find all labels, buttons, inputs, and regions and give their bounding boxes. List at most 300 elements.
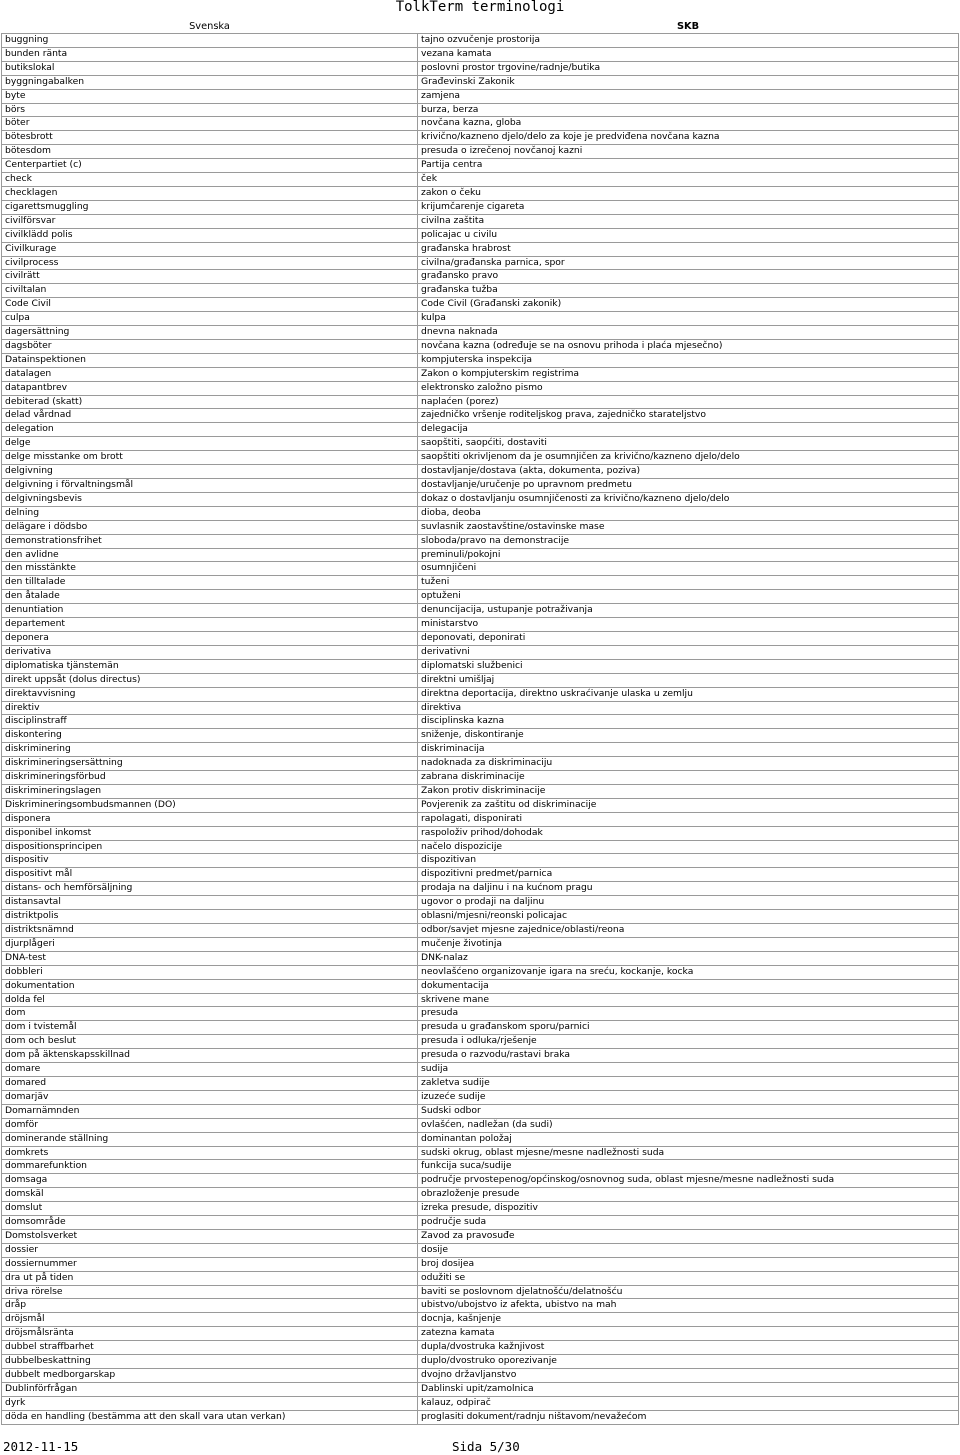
table-row: [2, 1355, 959, 1369]
table-row: [2, 47, 959, 61]
table-row: [2, 1090, 959, 1104]
table-row: [2, 937, 959, 951]
skb-translation: zakletva sudije: [418, 1076, 959, 1090]
swedish-term: delgivningsbevis: [2, 492, 418, 506]
skb-translation: odužiti se: [418, 1271, 959, 1285]
swedish-term: check: [2, 173, 418, 187]
swedish-term: Centerpartiet (c): [2, 159, 418, 173]
table-row: [2, 743, 959, 757]
swedish-term: derivativa: [2, 645, 418, 659]
swedish-term: dom och beslut: [2, 1035, 418, 1049]
skb-translation: obrazloženje presude: [418, 1188, 959, 1202]
swedish-term: bunden ränta: [2, 47, 418, 61]
table-row: [2, 451, 959, 465]
swedish-term: bötesdom: [2, 145, 418, 159]
swedish-term: buggning: [2, 34, 418, 48]
table-row: [2, 492, 959, 506]
skb-translation: rapolagati, disponirati: [418, 812, 959, 826]
swedish-term: Datainspektionen: [2, 353, 418, 367]
swedish-term: dom: [2, 1007, 418, 1021]
swedish-term: döda en handling (bestämma att den skall vara utan verkan): [2, 1410, 418, 1424]
skb-translation: Sudski odbor: [418, 1104, 959, 1118]
swedish-term: dommarefunktion: [2, 1160, 418, 1174]
skb-translation: dvojno državljanstvo: [418, 1369, 959, 1383]
table-row: [2, 75, 959, 89]
swedish-term: dubbelbeskattning: [2, 1355, 418, 1369]
skb-translation: Građevinski Zakonik: [418, 75, 959, 89]
swedish-term: dubbelt medborgarskap: [2, 1369, 418, 1383]
swedish-term: demonstrationsfrihet: [2, 534, 418, 548]
skb-translation: docnja, kašnjenje: [418, 1313, 959, 1327]
table-row: [2, 1369, 959, 1383]
table-row: [2, 353, 959, 367]
table-row: [2, 673, 959, 687]
table-row: [2, 117, 959, 131]
table-row: [2, 701, 959, 715]
table-row: [2, 548, 959, 562]
table-row: [2, 562, 959, 576]
skb-translation: mučenje životinja: [418, 937, 959, 951]
swedish-term: domsområde: [2, 1216, 418, 1230]
swedish-term: distans- och hemförsäljning: [2, 882, 418, 896]
table-row: [2, 979, 959, 993]
footer-page-number: Sida 5/30: [452, 1439, 520, 1454]
skb-translation: saopštiti, saopćiti, dostaviti: [418, 437, 959, 451]
swedish-term: checklagen: [2, 186, 418, 200]
skb-translation: Code Civil (Građanski zakonik): [418, 298, 959, 312]
table-row: [2, 854, 959, 868]
skb-translation: nadoknada za diskriminaciju: [418, 757, 959, 771]
table-row: [2, 1007, 959, 1021]
column-header-skb: SKB: [676, 21, 700, 32]
table-row: [2, 1285, 959, 1299]
skb-translation: krivično/kazneno djelo/delo za koje je predviđena novčana kazna: [418, 131, 959, 145]
table-row: [2, 326, 959, 340]
swedish-term: djurplågeri: [2, 937, 418, 951]
swedish-term: direktavvisning: [2, 687, 418, 701]
swedish-term: delägare i dödsbo: [2, 520, 418, 534]
table-row: [2, 1160, 959, 1174]
swedish-term: denuntiation: [2, 604, 418, 618]
skb-translation: proglasiti dokument/radnju ništavom/nevažećom: [418, 1410, 959, 1424]
skb-translation: ubistvo/ubojstvo iz afekta, ubistvo na mah: [418, 1299, 959, 1313]
table-row: [2, 395, 959, 409]
swedish-term: Diskrimineringsombudsmannen (DO): [2, 798, 418, 812]
table-row: [2, 1104, 959, 1118]
table-row: [2, 604, 959, 618]
table-row: [2, 1049, 959, 1063]
swedish-term: dispositivt mål: [2, 868, 418, 882]
swedish-term: den avlidne: [2, 548, 418, 562]
skb-translation: derivativni: [418, 645, 959, 659]
skb-translation: ček: [418, 173, 959, 187]
table-row: [2, 965, 959, 979]
skb-translation: DNK-nalaz: [418, 951, 959, 965]
table-row: [2, 896, 959, 910]
swedish-term: Domstolsverket: [2, 1229, 418, 1243]
skb-translation: dominantan položaj: [418, 1132, 959, 1146]
skb-translation: ovlašćen, nadležan (da sudi): [418, 1118, 959, 1132]
table-row: [2, 993, 959, 1007]
table-row: [2, 784, 959, 798]
skb-translation: tajno ozvučenje prostorija: [418, 34, 959, 48]
skb-translation: funkcija suca/sudije: [418, 1160, 959, 1174]
skb-translation: civilna zaštita: [418, 214, 959, 228]
skb-translation: presuda i odluka/rješenje: [418, 1035, 959, 1049]
table-row: [2, 882, 959, 896]
table-row: [2, 715, 959, 729]
table-row: [2, 1035, 959, 1049]
skb-translation: optuženi: [418, 590, 959, 604]
table-row: [2, 1202, 959, 1216]
table-row: [2, 1118, 959, 1132]
swedish-term: delad vårdnad: [2, 409, 418, 423]
skb-translation: sloboda/pravo na demonstracije: [418, 534, 959, 548]
swedish-term: disponibel inkomst: [2, 826, 418, 840]
swedish-term: delgivning i förvaltningsmål: [2, 479, 418, 493]
table-row: [2, 186, 959, 200]
skb-translation: preminuli/pokojni: [418, 548, 959, 562]
swedish-term: dyrk: [2, 1396, 418, 1410]
skb-translation: građansko pravo: [418, 270, 959, 284]
table-row: [2, 798, 959, 812]
swedish-term: dispositiv: [2, 854, 418, 868]
swedish-term: dispositionsprincipen: [2, 840, 418, 854]
table-row: [2, 812, 959, 826]
table-row: [2, 173, 959, 187]
table-row: [2, 1076, 959, 1090]
skb-translation: baviti se poslovnom djelatnošću/delatnošću: [418, 1285, 959, 1299]
table-row: [2, 1341, 959, 1355]
skb-translation: Povjerenik za zaštitu od diskriminacije: [418, 798, 959, 812]
skb-translation: presuda o izrečenoj novčanoj kazni: [418, 145, 959, 159]
table-row: [2, 159, 959, 173]
swedish-term: butikslokal: [2, 61, 418, 75]
skb-translation: dispozitivan: [418, 854, 959, 868]
swedish-term: disponera: [2, 812, 418, 826]
skb-translation: diskriminacija: [418, 743, 959, 757]
skb-translation: tuženi: [418, 576, 959, 590]
skb-translation: krijumčarenje cigareta: [418, 200, 959, 214]
skb-translation: sudski okrug, oblast mjesne/mesne nadležnosti suda: [418, 1146, 959, 1160]
swedish-term: domarjäv: [2, 1090, 418, 1104]
skb-translation: direktni umišljaj: [418, 673, 959, 687]
swedish-term: dagsböter: [2, 339, 418, 353]
skb-translation: osumnjičeni: [418, 562, 959, 576]
swedish-term: den åtalade: [2, 590, 418, 604]
table-row: [2, 924, 959, 938]
swedish-term: dokumentation: [2, 979, 418, 993]
skb-translation: prodaja na daljinu i na kućnom pragu: [418, 882, 959, 896]
swedish-term: dröjsmålsränta: [2, 1327, 418, 1341]
swedish-term: civilförsvar: [2, 214, 418, 228]
swedish-term: delgivning: [2, 465, 418, 479]
swedish-term: delegation: [2, 423, 418, 437]
table-row: [2, 1132, 959, 1146]
swedish-term: dobbleri: [2, 965, 418, 979]
swedish-term: dröjsmål: [2, 1313, 418, 1327]
swedish-term: Dublinförfrågan: [2, 1382, 418, 1396]
skb-translation: novčana kazna (određuje se na osnovu prihoda i plaća mjesečno): [418, 339, 959, 353]
swedish-term: dolda fel: [2, 993, 418, 1007]
table-row: [2, 200, 959, 214]
skb-translation: neovlašćeno organizovanje igara na sreću, kockanje, kocka: [418, 965, 959, 979]
footer-date: 2012-11-15: [3, 1439, 79, 1454]
table-row: [2, 103, 959, 117]
swedish-term: dossiernummer: [2, 1257, 418, 1271]
table-row: [2, 1063, 959, 1077]
table-row: [2, 757, 959, 771]
skb-translation: Zakon o kompjuterskim registrima: [418, 367, 959, 381]
skb-translation: oblasni/mjesni/reonski policajac: [418, 910, 959, 924]
swedish-term: debiterad (skatt): [2, 395, 418, 409]
table-row: [2, 34, 959, 48]
table-row: [2, 826, 959, 840]
table-row: [2, 659, 959, 673]
table-row: [2, 1396, 959, 1410]
glossary-table: [1, 20, 959, 1425]
table-row: [2, 423, 959, 437]
table-row: [2, 145, 959, 159]
swedish-term: civilklädd polis: [2, 228, 418, 242]
skb-translation: zatezna kamata: [418, 1327, 959, 1341]
skb-translation: burza, berza: [418, 103, 959, 117]
skb-translation: direktiva: [418, 701, 959, 715]
table-row: [2, 479, 959, 493]
swedish-term: diskontering: [2, 729, 418, 743]
table-row: [2, 590, 959, 604]
table-row: [2, 131, 959, 145]
swedish-term: domför: [2, 1118, 418, 1132]
skb-translation: dioba, deoba: [418, 506, 959, 520]
swedish-term: datapantbrev: [2, 381, 418, 395]
swedish-term: den tilltalade: [2, 576, 418, 590]
table-row: [2, 1327, 959, 1341]
swedish-term: dråp: [2, 1299, 418, 1313]
skb-translation: naplaćen (porez): [418, 395, 959, 409]
swedish-term: dominerande ställning: [2, 1132, 418, 1146]
table-row: [2, 840, 959, 854]
swedish-term: dra ut på tiden: [2, 1271, 418, 1285]
table-row: [2, 1243, 959, 1257]
skb-translation: broj dosijea: [418, 1257, 959, 1271]
skb-translation: sudija: [418, 1063, 959, 1077]
swedish-term: cigarettsmuggling: [2, 200, 418, 214]
table-row: [2, 506, 959, 520]
swedish-term: diplomatiska tjänstemän: [2, 659, 418, 673]
table-row: [2, 214, 959, 228]
table-row: [2, 868, 959, 882]
skb-translation: zamjena: [418, 89, 959, 103]
table-row: [2, 576, 959, 590]
swedish-term: distansavtal: [2, 896, 418, 910]
glossary-body: [2, 34, 959, 1425]
skb-translation: elektronsko založno pismo: [418, 381, 959, 395]
skb-translation: Partija centra: [418, 159, 959, 173]
table-row: [2, 1271, 959, 1285]
skb-translation: izreka presude, dispozitiv: [418, 1202, 959, 1216]
skb-translation: civilna/građanska parnica, spor: [418, 256, 959, 270]
swedish-term: domkrets: [2, 1146, 418, 1160]
swedish-term: domskäl: [2, 1188, 418, 1202]
swedish-term: dom på äktenskapsskillnad: [2, 1049, 418, 1063]
skb-translation: presuda u građanskom sporu/parnici: [418, 1021, 959, 1035]
skb-translation: skrivene mane: [418, 993, 959, 1007]
swedish-term: domsaga: [2, 1174, 418, 1188]
skb-translation: deponovati, deponirati: [418, 631, 959, 645]
skb-translation: policajac u civilu: [418, 228, 959, 242]
skb-translation: dostavljanje/uručenje po upravnom predmetu: [418, 479, 959, 493]
swedish-term: den misstänkte: [2, 562, 418, 576]
skb-translation: raspoloživ prihod/dohodak: [418, 826, 959, 840]
table-row: [2, 89, 959, 103]
swedish-term: direkt uppsåt (dolus directus): [2, 673, 418, 687]
table-row: [2, 1229, 959, 1243]
swedish-term: direktiv: [2, 701, 418, 715]
skb-translation: novčana kazna, globa: [418, 117, 959, 131]
table-row: [2, 256, 959, 270]
table-row: [2, 437, 959, 451]
skb-translation: presuda o razvodu/rastavi braka: [418, 1049, 959, 1063]
skb-translation: zajedničko vršenje roditeljskog prava, zajedničko starateljstvo: [418, 409, 959, 423]
swedish-term: disciplinstraff: [2, 715, 418, 729]
column-header-swedish: Svenska: [189, 21, 230, 32]
page-title: TolkTerm terminologi: [395, 0, 565, 15]
swedish-term: domared: [2, 1076, 418, 1090]
swedish-term: civilrätt: [2, 270, 418, 284]
swedish-term: driva rörelse: [2, 1285, 418, 1299]
swedish-term: delning: [2, 506, 418, 520]
skb-translation: izuzeće sudije: [418, 1090, 959, 1104]
skb-translation: saopštiti okrivljenom da je osumnjičen za krivično/kazneno djelo/delo: [418, 451, 959, 465]
skb-translation: ugovor o prodaji na daljinu: [418, 896, 959, 910]
swedish-term: bötesbrott: [2, 131, 418, 145]
table-row: [2, 228, 959, 242]
table-header-row: [2, 20, 959, 34]
swedish-term: diskriminering: [2, 743, 418, 757]
swedish-term: domslut: [2, 1202, 418, 1216]
swedish-term: Civilkurage: [2, 242, 418, 256]
skb-translation: delegacija: [418, 423, 959, 437]
table-row: [2, 270, 959, 284]
table-row: [2, 61, 959, 75]
skb-translation: zabrana diskriminacije: [418, 771, 959, 785]
table-row: [2, 465, 959, 479]
table-row: [2, 298, 959, 312]
swedish-term: dossier: [2, 1243, 418, 1257]
swedish-term: diskrimineringsförbud: [2, 771, 418, 785]
table-row: [2, 1174, 959, 1188]
skb-translation: denuncijacija, ustupanje potraživanja: [418, 604, 959, 618]
swedish-term: börs: [2, 103, 418, 117]
table-row: [2, 367, 959, 381]
swedish-term: deponera: [2, 631, 418, 645]
skb-translation: sniženje, diskontiranje: [418, 729, 959, 743]
swedish-term: dom i tvistemål: [2, 1021, 418, 1035]
skb-translation: područje suda: [418, 1216, 959, 1230]
skb-translation: Dablinski upit/zamolnica: [418, 1382, 959, 1396]
swedish-term: domare: [2, 1063, 418, 1077]
swedish-term: datalagen: [2, 367, 418, 381]
table-row: [2, 1146, 959, 1160]
table-row: [2, 1257, 959, 1271]
skb-translation: kalauz, odpirač: [418, 1396, 959, 1410]
table-row: [2, 312, 959, 326]
swedish-term: Domarnämnden: [2, 1104, 418, 1118]
skb-translation: dupla/dvostruka kažnjivost: [418, 1341, 959, 1355]
table-row: [2, 339, 959, 353]
swedish-term: culpa: [2, 312, 418, 326]
swedish-term: böter: [2, 117, 418, 131]
skb-translation: diplomatski službenici: [418, 659, 959, 673]
swedish-term: byte: [2, 89, 418, 103]
swedish-term: dubbel straffbarhet: [2, 1341, 418, 1355]
skb-translation: građanska tužba: [418, 284, 959, 298]
table-row: [2, 1382, 959, 1396]
swedish-term: civiltalan: [2, 284, 418, 298]
table-row: [2, 409, 959, 423]
skb-translation: građanska hrabrost: [418, 242, 959, 256]
table-row: [2, 1216, 959, 1230]
skb-translation: kompjuterska inspekcija: [418, 353, 959, 367]
swedish-term: DNA-test: [2, 951, 418, 965]
swedish-term: distriktpolis: [2, 910, 418, 924]
swedish-term: delge misstanke om brott: [2, 451, 418, 465]
skb-translation: direktna deportacija, direktno uskraćivanje ulaska u zemlju: [418, 687, 959, 701]
skb-translation: dispozitivni predmet/parnica: [418, 868, 959, 882]
table-row: [2, 687, 959, 701]
skb-translation: vezana kamata: [418, 47, 959, 61]
skb-translation: poslovni prostor trgovine/radnje/butika: [418, 61, 959, 75]
skb-translation: kulpa: [418, 312, 959, 326]
skb-translation: disciplinska kazna: [418, 715, 959, 729]
swedish-term: byggningabalken: [2, 75, 418, 89]
swedish-term: diskrimineringslagen: [2, 784, 418, 798]
skb-translation: ministarstvo: [418, 618, 959, 632]
table-row: [2, 1410, 959, 1424]
swedish-term: Code Civil: [2, 298, 418, 312]
skb-translation: načelo dispozicije: [418, 840, 959, 854]
swedish-term: departement: [2, 618, 418, 632]
table-row: [2, 284, 959, 298]
skb-translation: dostavljanje/dostava (akta, dokumenta, poziva): [418, 465, 959, 479]
skb-translation: duplo/dvostruko oporezivanje: [418, 1355, 959, 1369]
table-row: [2, 534, 959, 548]
table-row: [2, 1188, 959, 1202]
swedish-term: dagersättning: [2, 326, 418, 340]
skb-translation: Zavod za pravosuđe: [418, 1229, 959, 1243]
table-row: [2, 951, 959, 965]
table-row: [2, 1021, 959, 1035]
table-row: [2, 645, 959, 659]
table-row: [2, 381, 959, 395]
table-row: [2, 242, 959, 256]
table-row: [2, 1313, 959, 1327]
table-row: [2, 1299, 959, 1313]
table-row: [2, 729, 959, 743]
skb-translation: Zakon protiv diskriminacije: [418, 784, 959, 798]
skb-translation: dokumentacija: [418, 979, 959, 993]
swedish-term: distriktsnämnd: [2, 924, 418, 938]
skb-translation: područje prvostepenog/općinskog/osnovnog suda, oblast mjesne/mesne nadležnosti suda: [418, 1174, 959, 1188]
skb-translation: zakon o čeku: [418, 186, 959, 200]
swedish-term: diskrimineringsersättning: [2, 757, 418, 771]
skb-translation: dokaz o dostavljanju osumnjičenosti za krivično/kazneno djelo/delo: [418, 492, 959, 506]
table-row: [2, 631, 959, 645]
table-row: [2, 771, 959, 785]
table-row: [2, 520, 959, 534]
table-row: [2, 910, 959, 924]
